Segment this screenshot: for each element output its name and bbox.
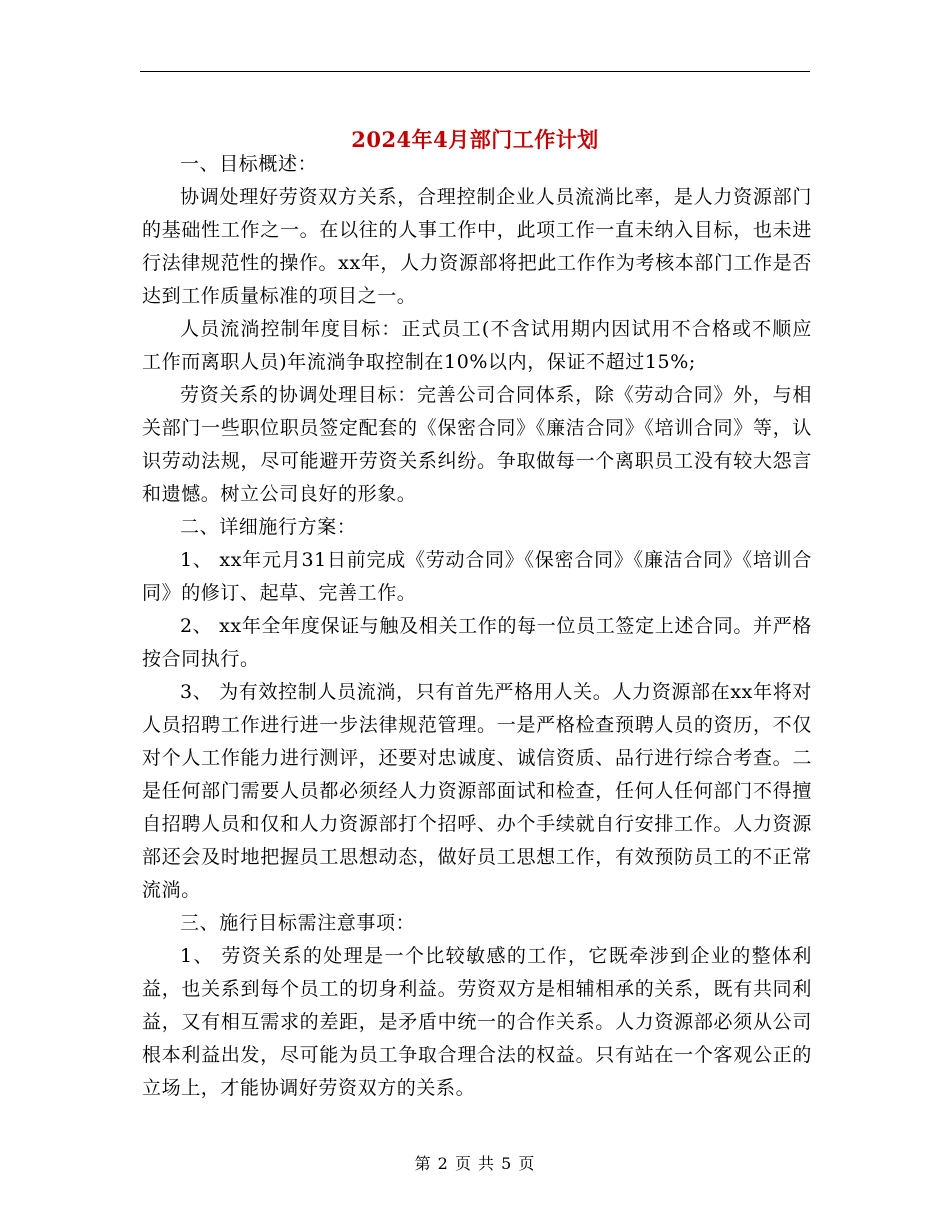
paragraph: 人员流淌控制年度目标：正式员工(不含试用期内因试用不合格或不顺应工作而离职人员)年流淌争取控制在10%以内，保证不超过15%; [142, 318, 812, 373]
section-heading-plan: 二、详细施行方案： [180, 516, 357, 538]
document-title: 2024年4月部门工作计划 [351, 127, 599, 153]
list-item: 2、 xx年全年度保证与触及相关工作的每一位员工签定上述合同。并严格按合同执行。 [142, 615, 812, 670]
document-body [142, 148, 812, 1105]
list-item: 1、 劳资关系的处理是一个比较敏感的工作，它既牵涉到企业的整体利益，也关系到每个员工的切身利益。劳资双方是相辅相承的关系，既有共同利益，又有相互需求的差距，是矛盾中统一的合作关系。人力资源部必须从公司根本利益出发，尽可能为员工争取合理合法的权益。只有站在一个客观公正的立场上，才能协调好劳资双方的关系。 [142, 945, 812, 1099]
header-rule [140, 71, 810, 72]
paragraph: 协调处理好劳资双方关系，合理控制企业人员流淌比率，是人力资源部门的基础性工作之一。在以往的人事工作中，此项工作一直未纳入目标，也未进行法律规范性的操作。xx年，人力资源部将把此工作作为考核本部门工作是否达到工作质量标准的项目之一。 [142, 186, 812, 307]
list-item: 3、 为有效控制人员流淌，只有首先严格用人关。人力资源部在xx年将对人员招聘工作进行进一步法律规范管理。一是严格检查预聘人员的资历，不仅对个人工作能力进行测评，还要对忠诚度、诚信资质、品行进行综合考查。二是任何部门需要人员都必须经人力资源部面试和检查，任何人任何部门不得擅自招聘人员和仅和人力资源部打个招呼、办个手续就自行安排工作。人力资源部还会及时地把握员工思想动态，做好员工思想工作，有效预防员工的不正常流淌。 [142, 681, 812, 901]
page-number: 第 2 页 共 5 页 [414, 1154, 536, 1173]
section-heading-notes: 三、施行目标需注意事项： [180, 912, 416, 934]
paragraph: 劳资关系的协调处理目标：完善公司合同体系，除《劳动合同》外，与相关部门一些职位职员签定配套的《保密合同》《廉洁合同》《培训合同》等，认识劳动法规，尽可能避开劳资关系纠纷。争取做每一个离职员工没有较大怨言和遗憾。树立公司良好的形象。 [142, 384, 812, 505]
list-item: 1、 xx年元月31日前完成《劳动合同》《保密合同》《廉洁合同》《培训合同》的修订、起草、完善工作。 [142, 549, 812, 604]
section-heading-goals: 一、目标概述： [180, 153, 318, 175]
